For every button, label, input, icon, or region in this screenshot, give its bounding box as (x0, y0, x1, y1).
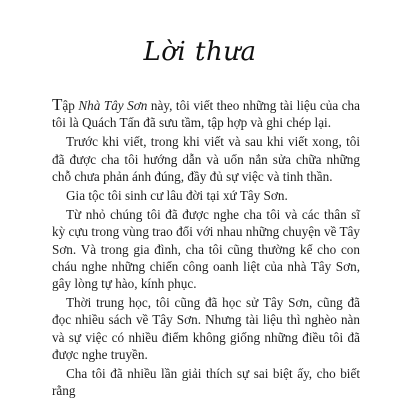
paragraph-2: Trước khi viết, trong khi viết và sau khi viết xong, tôi đã được cha tôi hướng dẫn và uốn nắn sửa chữa những chỗ chưa phản ánh đúng, đầy đủ sự việc và tinh thần. (52, 134, 360, 184)
book-title: Nhà Tây Sơn (78, 98, 148, 113)
paragraph-1-lead: ập (62, 98, 79, 113)
paragraph-5: Thời trung học, tôi cũng đã học sử Tây Sơn, cũng đã đọc nhiều sách về Tây Sơn. Nhưng tài liệu thì nghèo nàn và sự việc có nhiều điểm không giống những điều tôi đã được nghe truyền. (52, 295, 360, 362)
paragraph-1-text: này, tôi viết theo những tài liệu của cha tôi là Quách Tấn đã sưu tầm, tập hợp và ghi chép lại. (52, 98, 360, 131)
page-title: Lời thưa (143, 37, 257, 67)
paragraph-1 (52, 96, 360, 131)
paragraph-3: Gia tộc tôi sinh cư lâu đời tại xứ Tây Sơn. (66, 188, 288, 204)
drop-cap: T (52, 95, 63, 114)
text-body (52, 96, 360, 400)
paragraph-4: Từ nhỏ chúng tôi đã được nghe cha tôi và các thân sĩ kỳ cựu trong vùng trao đổi với nhau những chuyện về Tây Sơn. Và trong gia đình, cha tôi cũng thường kể cho con cháu nghe những chiến công oanh liệt của nhà Tây Sơn, gây lòng tự hào, kính phục. (52, 207, 360, 292)
paragraph-6: Cha tôi đã nhiều lần giải thích sự sai biệt ấy, cho biết rằng (52, 366, 360, 399)
